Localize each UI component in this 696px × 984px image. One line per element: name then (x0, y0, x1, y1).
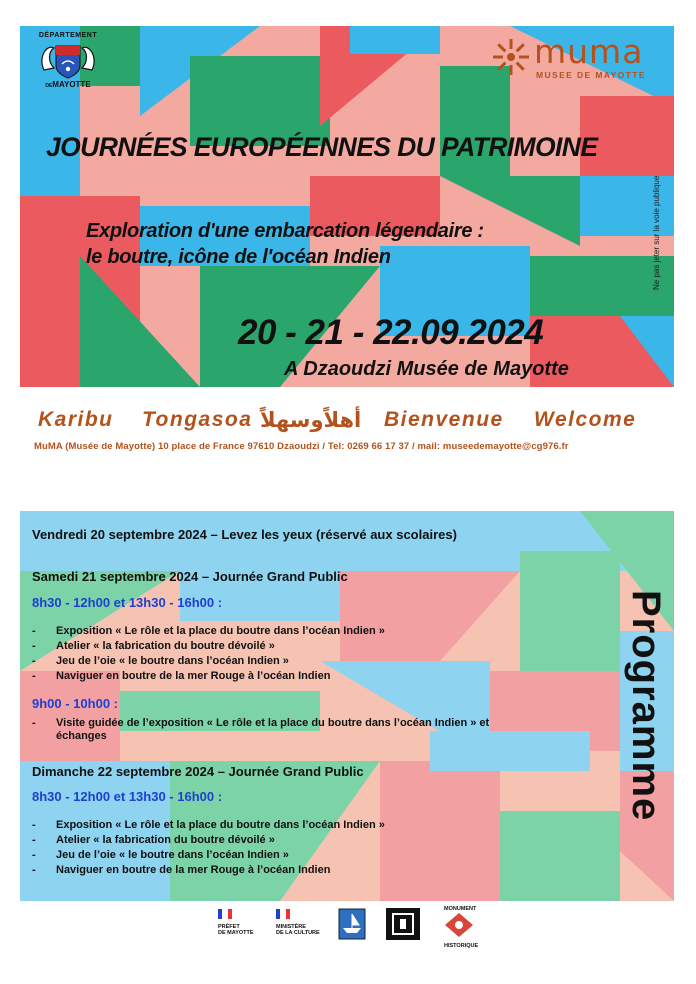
sunday-time-slot: 8h30 - 12h00 et 13h30 - 16h00 : (32, 789, 223, 804)
departement-logo (34, 32, 102, 89)
monument-historique-logo: MONUMENT HISTORIQUE (444, 906, 479, 949)
prefet-logo: PRÉFET DE MAYOTTE (218, 906, 254, 936)
jep-icon (386, 908, 420, 940)
event-location: A Dzaoudzi Musée de Mayotte (284, 358, 569, 380)
coat-of-arms-icon (38, 40, 98, 80)
event-subtitle-line2: le boutre, icône de l'océan Indien (86, 246, 391, 268)
muma-wordmark: muma (534, 32, 644, 71)
saturday-activity: - Jeu de l’oie « le boutre dans l’océan Indien » (32, 655, 289, 667)
sunday-heading: Dimanche 22 septembre 2024 – Journée Grand Public (32, 764, 364, 779)
saturday-time-slot-1: 8h30 - 12h00 et 13h30 - 16h00 : (32, 595, 223, 610)
sunday-activity: - Exposition « Le rôle et la place du boutre dans l’océan Indien » (32, 819, 385, 831)
event-title: JOURNÉES EUROPÉENNES DU PATRIMOINE (46, 132, 598, 162)
departement-label: DÉPARTEMENT (38, 32, 98, 39)
greeting-welcome: Welcome (534, 408, 637, 431)
saturday-time-slot-2: 9h00 - 10h00 : (32, 696, 118, 711)
departement-name: DEMAYOTTE (45, 80, 91, 89)
saturday-activity: - Atelier « la fabrication du boutre dévoilé » (32, 640, 275, 652)
event-dates: 20 - 21 - 22.09.2024 (238, 313, 544, 352)
republique-flag-icon (218, 909, 232, 919)
saturday-guided-visit: - Visite guidée de l’exposition « Le rôle et la place du boutre dans l’océan Indien » et (32, 717, 490, 729)
boat-emblem-icon (338, 908, 366, 940)
republique-flag-icon (276, 909, 290, 919)
partner-emblem-logo (338, 908, 366, 945)
welcome-greetings (38, 408, 658, 434)
muma-subtitle: MUSEE DE MAYOTTE (536, 70, 646, 80)
contact-info: MuMA (Musée de Mayotte) 10 place de France 97610 Dzaoudzi / Tel: 0269 66 17 37 / mail: museedemayotte@cg976.fr (34, 441, 569, 452)
friday-heading: Vendredi 20 septembre 2024 – Levez les yeux (réservé aux scolaires) (32, 527, 457, 542)
muma-emblem-icon (490, 36, 532, 78)
greeting-karibu: Karibu (38, 408, 114, 431)
saturday-guided-visit-cont: échanges (56, 730, 107, 742)
greeting-tongasoa: Tongasoa (142, 408, 253, 431)
monument-historique-icon (444, 912, 474, 938)
sunday-activity: - Naviguer en boutre de la mer Rouge à l’océan Indien (32, 864, 331, 876)
ministere-culture-logo: MINISTÈRE DE LA CULTURE (276, 906, 320, 936)
greeting-bienvenue: Bienvenue (384, 408, 504, 431)
event-subtitle-line1: Exploration d'une embarcation légendaire : (86, 220, 484, 242)
saturday-activity: - Naviguer en boutre de la mer Rouge à l’océan Indien (32, 670, 331, 682)
side-notice: Ne pas jeter sur la voie publique (652, 175, 661, 290)
sunday-activity: - Atelier « la fabrication du boutre dévoilé » (32, 834, 275, 846)
programme-vertical-label: Programme (624, 590, 668, 822)
saturday-heading: Samedi 21 septembre 2024 – Journée Grand Public (32, 569, 348, 584)
sunday-activity: - Jeu de l’oie « le boutre dans l’océan Indien » (32, 849, 289, 861)
journees-patrimoine-logo (386, 908, 420, 945)
saturday-activity: - Exposition « Le rôle et la place du boutre dans l’océan Indien » (32, 625, 385, 637)
greeting-arabic: أهلاًوسهلاً (260, 409, 362, 432)
